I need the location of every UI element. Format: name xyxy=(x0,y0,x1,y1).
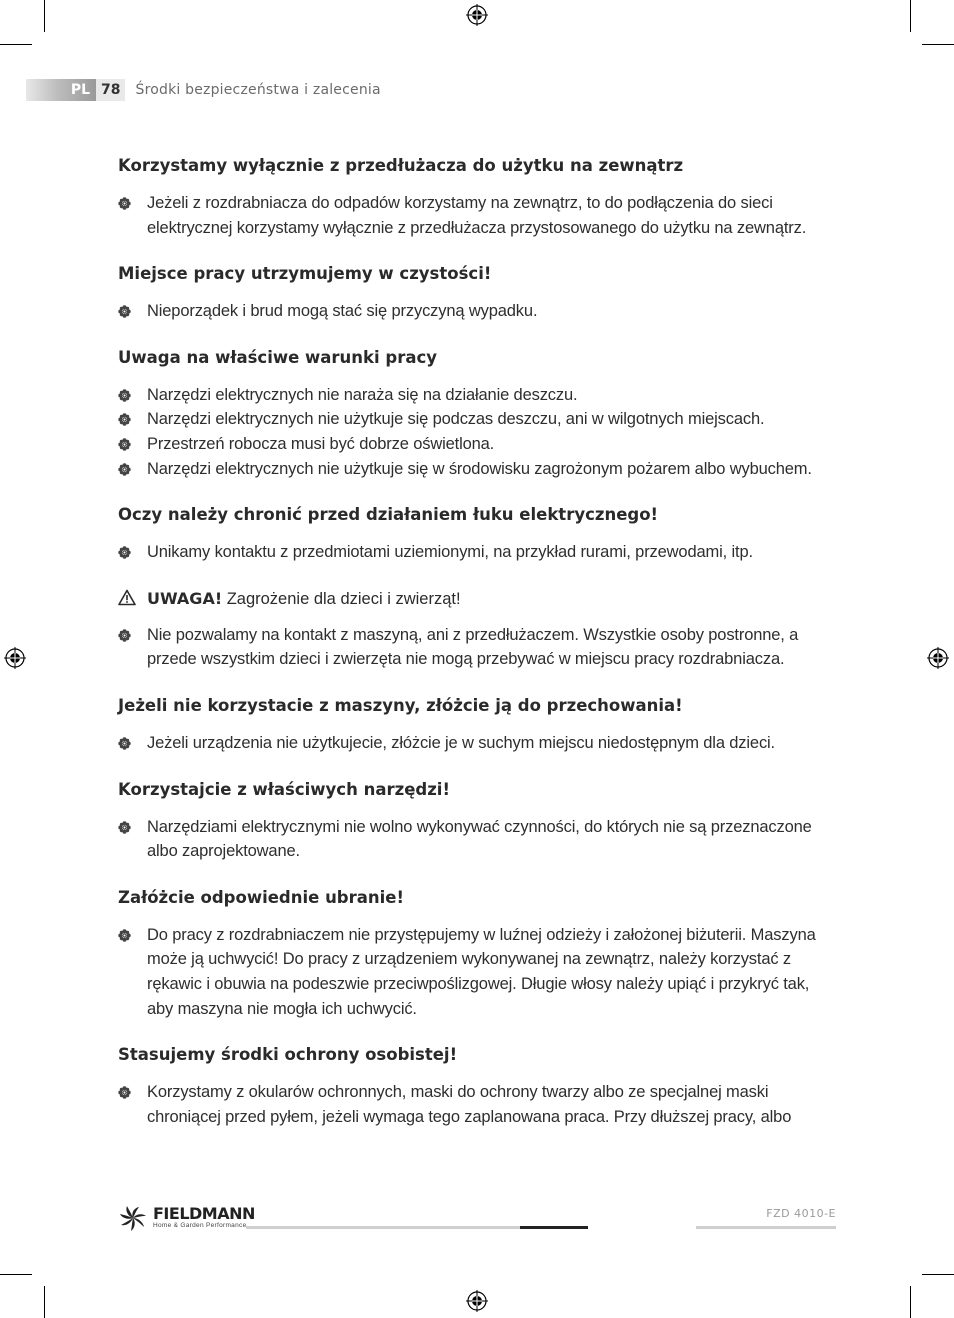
bullet-list xyxy=(118,923,838,1021)
bullet-list xyxy=(118,299,838,324)
flower-bullet-icon xyxy=(118,546,131,559)
footer-rule xyxy=(246,1226,520,1229)
warning-notice xyxy=(118,587,838,611)
bullet-list xyxy=(118,815,838,864)
flower-bullet-icon xyxy=(118,737,131,750)
list-item: Narzędzi elektrycznych nie użytkuje się podczas deszczu, ani w wilgotnych miejscach. xyxy=(118,407,838,432)
crop-mark xyxy=(44,0,45,32)
warning-label: UWAGA! xyxy=(147,588,223,608)
flower-bullet-icon xyxy=(118,821,131,834)
section-heading: Miejsce pracy utrzymujemy w czystości! xyxy=(118,264,492,284)
section-heading: Korzystamy wyłącznie z przedłużacza do użytku na zewnątrz xyxy=(118,156,684,175)
bullet-list xyxy=(118,540,838,565)
page-number: 78 xyxy=(96,79,125,101)
main-content xyxy=(118,154,838,1151)
footer-rule xyxy=(696,1226,836,1229)
brand-name: FIELDMANN xyxy=(153,1204,255,1223)
registration-mark-icon xyxy=(466,4,488,26)
list-item: Nieporządek i brud mogą stać się przyczyną wypadku. xyxy=(118,299,838,324)
crop-mark xyxy=(922,44,954,45)
registration-mark-icon xyxy=(927,647,949,669)
flower-bullet-icon xyxy=(118,305,131,318)
flower-bullet-icon xyxy=(118,389,131,402)
bullet-list xyxy=(118,1080,838,1129)
registration-mark-icon xyxy=(466,1290,488,1312)
footer-rule-accent xyxy=(520,1226,588,1229)
list-item: Narzędzi elektrycznych nie użytkuje się w środowisku zagrożonym pożarem albo wybuchem. xyxy=(118,457,838,482)
section-heading: Korzystajcie z właściwych narzędzi! xyxy=(118,779,450,799)
crop-mark xyxy=(44,1286,45,1318)
section-heading: Oczy należy chronić przed działaniem łuku elektrycznego! xyxy=(118,505,659,525)
flower-bullet-icon xyxy=(118,438,131,451)
model-number: FZD 4010-E xyxy=(766,1207,836,1220)
section-heading: Jeżeli nie korzystacie z maszyny, złóżcie ją do przechowania! xyxy=(118,695,683,715)
brand-logo xyxy=(118,1204,255,1232)
brand-tagline: Home & Garden Performance xyxy=(153,1222,247,1229)
list-item: Jeżeli z rozdrabniacza do odpadów korzystamy na zewnątrz, to do podłączenia do sieci elektrycznej korzystamy wyłącznie z przedłużacza przystosowanego do użytku na zewnątrz. xyxy=(118,191,838,240)
bullet-list xyxy=(118,623,838,672)
footer-rule xyxy=(588,1226,696,1229)
flower-bullet-icon xyxy=(118,197,131,210)
list-item: Unikamy kontaktu z przedmiotami uziemionymi, na przykład rurami, przewodami, itp. xyxy=(118,540,838,565)
list-item: Narzędzi elektrycznych nie naraża się na działanie deszczu. xyxy=(118,383,838,408)
crop-mark xyxy=(0,44,32,45)
fieldmann-logo-icon xyxy=(118,1204,148,1232)
list-item: Nie pozwalamy na kontakt z maszyną, ani z przedłużaczem. Wszystkie osoby postronne, a przede wszystkim dzieci i zwierzęta nie mogą przebywać w miejscu pracy rozdrabniacza. xyxy=(118,623,838,672)
language-tag: PL xyxy=(26,79,96,101)
bullet-list xyxy=(118,731,838,756)
flower-bullet-icon xyxy=(118,1086,131,1099)
page-title: Środki bezpieczeństwa i zalecenia xyxy=(135,82,381,98)
warning-text: Zagrożenie dla dzieci i zwierząt! xyxy=(222,589,461,608)
list-item: Narzędziami elektrycznymi nie wolno wykonywać czynności, do których nie są przeznaczone albo zaprojektowane. xyxy=(118,815,838,864)
crop-mark xyxy=(922,1274,954,1275)
registration-mark-icon xyxy=(4,647,26,669)
crop-mark xyxy=(910,1286,911,1318)
flower-bullet-icon xyxy=(118,463,131,476)
section-heading: Stasujemy środki ochrony osobistej! xyxy=(118,1045,458,1065)
section-heading: Uwaga na właściwe warunki pracy xyxy=(118,347,438,367)
list-item: Jeżeli urządzenia nie użytkujecie, złóżcie je w suchym miejscu niedostępnym dla dzieci. xyxy=(118,731,838,756)
crop-mark xyxy=(0,1274,32,1275)
flower-bullet-icon xyxy=(118,929,131,942)
warning-triangle-icon xyxy=(118,589,136,606)
list-item: Przestrzeń robocza musi być dobrze oświetlona. xyxy=(118,432,838,457)
flower-bullet-icon xyxy=(118,629,131,642)
flower-bullet-icon xyxy=(118,413,131,426)
section-heading: Załóżcie odpowiednie ubranie! xyxy=(118,887,405,907)
crop-mark xyxy=(910,0,911,32)
list-item: Korzystamy z okularów ochronnych, maski do ochrony twarzy albo ze specjalnej maski chroniącej przed pyłem, jeżeli wymaga tego zaplanowana praca. Przy dłuższej pracy, albo xyxy=(118,1080,838,1129)
page-header xyxy=(26,79,381,101)
bullet-list xyxy=(118,191,838,240)
list-item: Do pracy z rozdrabniaczem nie przystępujemy w luźnej odzieży i założonej biżuterii. Maszyna może ją uchwycić! Do pracy z urządzeniem wykonywanej na zewnątrz, należy korzystać z rękawic i obuwia na podeszwie przeciwpoślizgowej. Długie włosy należy upiąć i przykryć tak, aby maszyna nie mogła ich uchwycić. xyxy=(118,923,838,1021)
bullet-list xyxy=(118,383,838,481)
